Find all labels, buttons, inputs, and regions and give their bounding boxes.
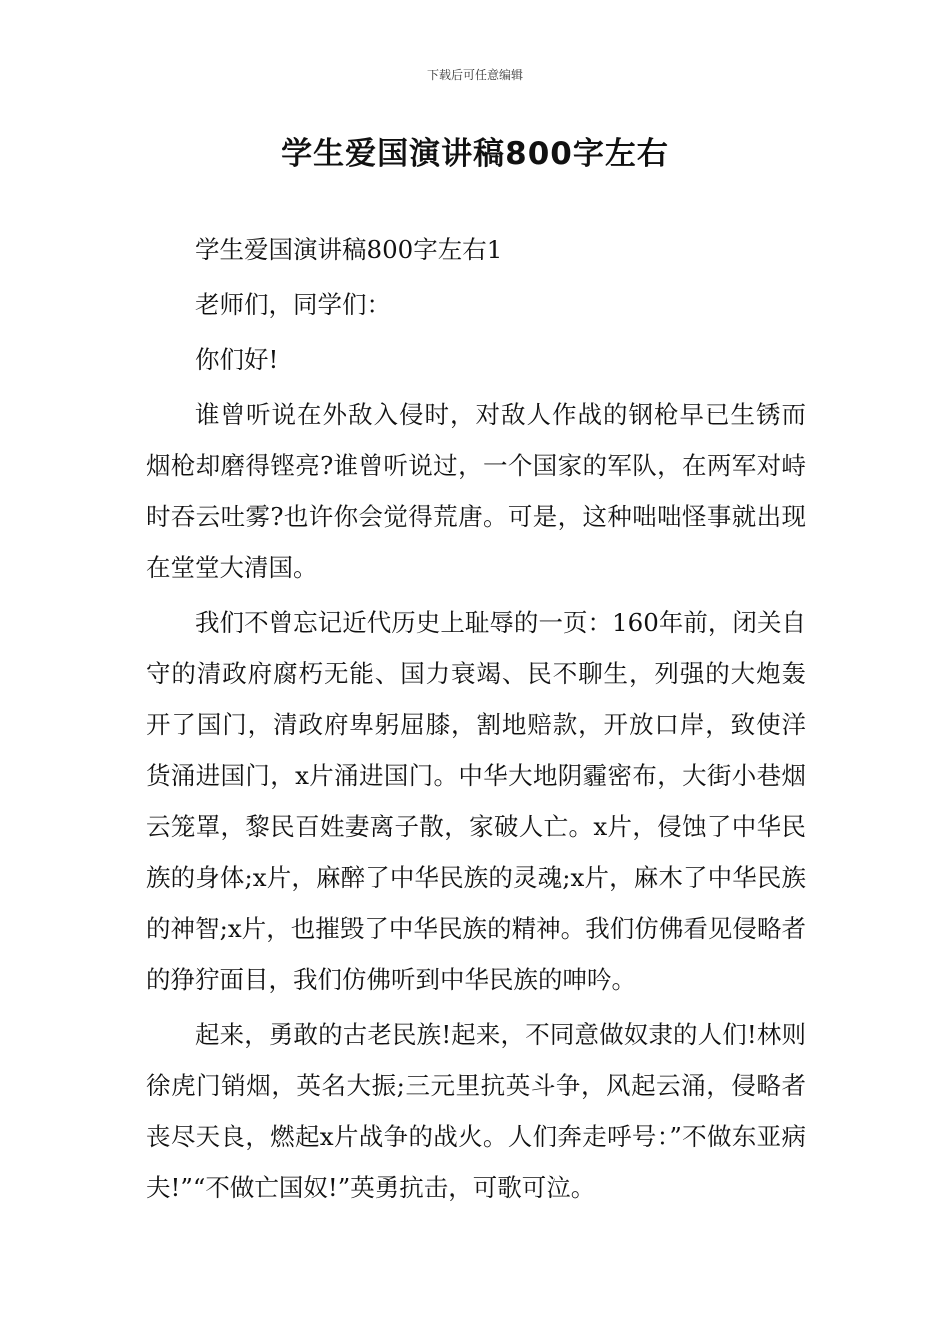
document-body — [146, 224, 806, 1217]
salutation: 老师们，同学们： — [195, 290, 391, 319]
document-title: 学生爱国演讲稿800字左右 — [281, 136, 669, 172]
paragraph-2: 我们不曾忘记近代历史上耻辱的一页：160年前，闭关自守的清政府腐朽无能、国力衰竭、民不聊生，列强的大炮轰开了国门，清政府卑躬屈膝，割地赔款，开放口岸，致使洋货涌进国门，x片涌进国门。中华大地阴霾密布，大街小巷烟云笼罩，黎民百姓妻离子散，家破人亡。x片，侵蚀了中华民族的身体;x片，麻醉了中华民族的灵魂;x片，麻木了中华民族的神智;x片，也摧毁了中华民族的精神。我们仿佛看见侵略者的狰狞面目，我们仿佛听到中华民族的呻吟。 — [146, 608, 806, 994]
page-header-note: 下载后可任意编辑 — [426, 68, 523, 82]
paragraph-3: 起来，勇敢的古老民族!起来，不同意做奴隶的人们!林则徐虎门销烟，英名大振;三元里抗英斗争，风起云涌，侵略者丧尽天良，燃起x片战争的战火。人们奔走呼号：”不做东亚病夫!”“不做亡国奴!”英勇抗击，可歌可泣。 — [146, 1020, 806, 1202]
paragraph-1: 谁曾听说在外敌入侵时，对敌人作战的钢枪早已生锈而烟枪却磨得铿亮?谁曾听说过，一个国家的军队，在两军对峙时吞云吐雾?也许你会觉得荒唐。可是，这种咄咄怪事就出现在堂堂大清国。 — [146, 400, 806, 582]
greeting: 你们好! — [195, 345, 279, 374]
section-heading: 学生爱国演讲稿800字左右1 — [195, 235, 503, 264]
